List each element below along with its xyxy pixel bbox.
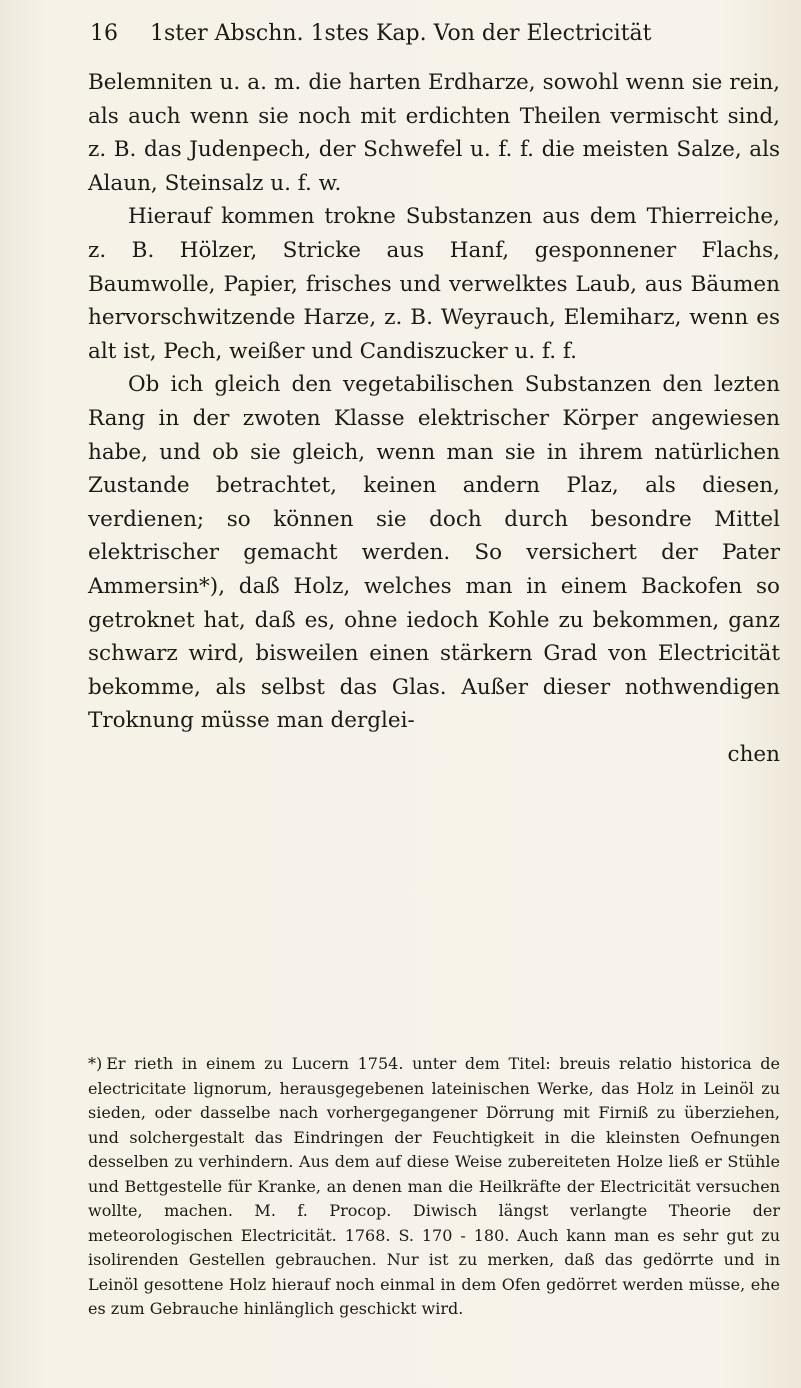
footnote: [88, 1052, 780, 1322]
footnote-mark: *): [88, 1054, 103, 1073]
page-number: 16: [90, 21, 118, 46]
paragraph-3: Ob ich gleich den vegetabilischen Substanzen den lezten Rang in der zwoten Klasse elektrischer Körper angewiesen habe, und ob sie gleich, wenn man sie in ihrem natürlichen Zustande betrachtet, keinen andern Plaz, als diesen, verdienen; so können sie doch durch besondre Mittel elektrischer gemacht werden. So versichert der Pater Ammersin*), daß Holz, welches man in einem Backofen so getroknet hat, daß es, ohne iedoch Kohle zu bekommen, ganz schwarz wird, bisweilen einen stärkern Grad von Electricität bekomme, als selbst das Glas. Außer dieser nothwendigen Troknung müsse man derglei-: [88, 372, 780, 734]
running-title: 1ster Abschn. 1stes Kap. Von der Electricität: [150, 21, 652, 46]
main-text: [88, 66, 780, 771]
paragraph-1: Belemniten u. a. m. die harten Erdharze, sowohl wenn sie rein, als auch wenn sie noch mit erdichten Theilen vermischt sind, z. B. das Judenpech, der Schwefel u. f. f. die meisten Salze, als Alaun, Steinsalz u. f. w.: [88, 70, 780, 196]
paragraph-2: Hierauf kommen trokne Substanzen aus dem Thierreiche, z. B. Hölzer, Stricke aus Hanf, gesponnener Flachs, Baumwolle, Papier, frisches und verwelktes Laub, aus Bäumen hervorschwitzende Harze, z. B. Weyrauch, Elemiharz, wenn es alt ist, Pech, weißer und Candiszucker u. f. f.: [88, 204, 780, 364]
catchword: chen: [727, 741, 780, 767]
page-header: [90, 14, 780, 54]
footnote-text: Er rieth in einem zu Lucern 1754. unter dem Titel: breuis relatio historica de electricitate lignorum, herausgegebenen lateinischen Werke, das Holz in Leinöl zu sieden, oder dasselbe nach vorhergegangener Dörrung mit Firniß zu überziehen, und solchergestalt das Eindringen der Feuchtigkeit in die kleinsten Oefnungen desselben zu verhindern. Aus dem auf diese Weise zubereiteten Holze ließ er Stühle und Bettgestelle für Kranke, an denen man die Heilkräfte der Electricität versuchen wollte, machen. M. f. Procop. Diwisch längst verlangte Theorie der meteorologischen Electricität. 1768. S. 170 - 180. Auch kann man es sehr gut zu isolirenden Gestellen gebrauchen. Nur ist zu merken, daß das gedörrte und in Leinöl gesottene Holz hierauf noch einmal in dem Ofen gedörret werden müsse, ehe es zum Gebrauche hinlänglich geschickt wird.: [88, 1054, 780, 1318]
